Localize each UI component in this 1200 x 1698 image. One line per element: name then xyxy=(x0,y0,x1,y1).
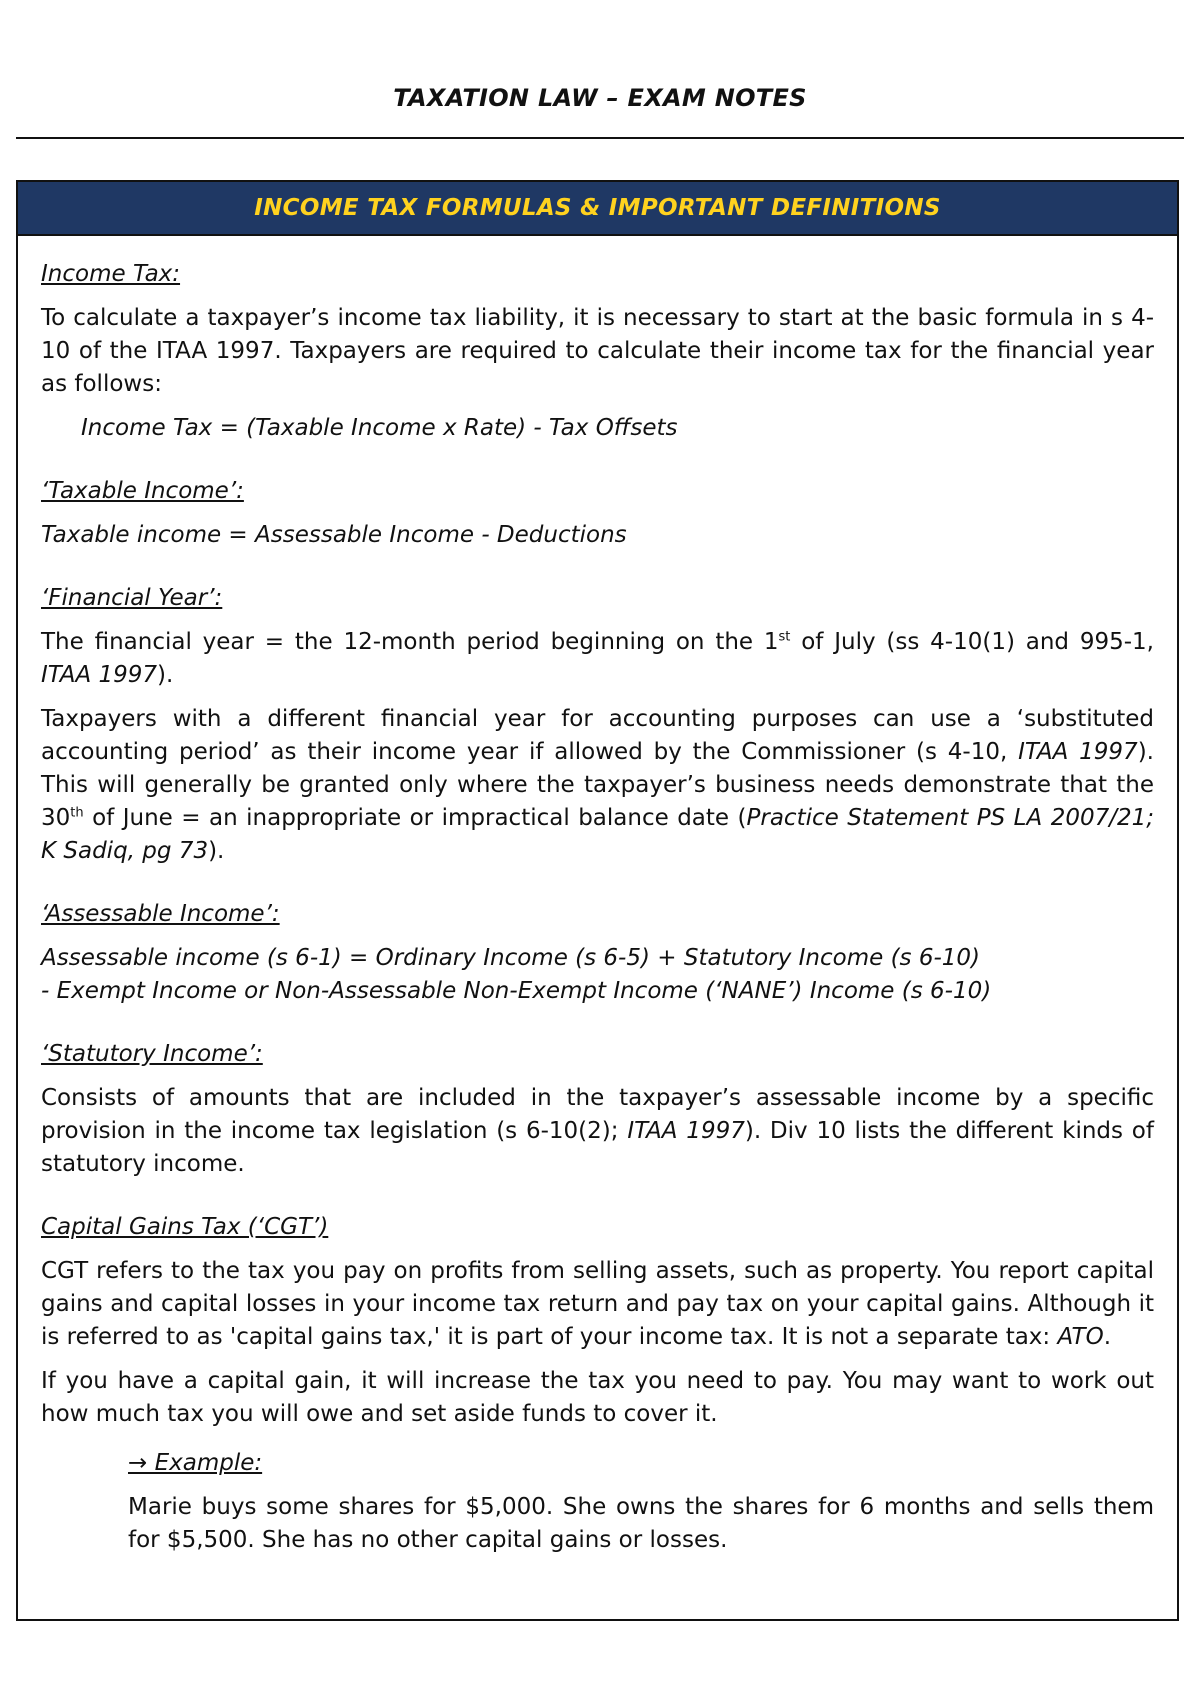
financial-year-paragraph-1: The financial year = the 12-month period beginning on the 1st of July (ss 4-10(1) and 995-1, ITAA 1997). xyxy=(41,629,1154,688)
cgt-heading: Capital Gains Tax (‘CGT’) xyxy=(41,1214,329,1240)
notes-box xyxy=(16,180,1179,1621)
income-tax-paragraph: To calculate a taxpayer’s income tax liability, it is necessary to start at the basic formula in s 4-10 of the ITAA 1997. Taxpayers are required to calculate their income tax for the financial year as follows: xyxy=(41,305,1154,397)
financial-year-paragraph-2: Taxpayers with a different financial year for accounting purposes can use a ‘substituted accounting period’ as their income year if allowed by the Commissioner (s 4-10, ITAA 1997). This will generally be granted only where the taxpayer’s business needs demonstrate that the 30th of June = an inappropriate or impractical balance date (Practice Statement PS LA 2007/21; K Sadiq, pg 73). xyxy=(41,706,1154,864)
financial-year-heading: ‘Financial Year’: xyxy=(41,585,223,611)
statutory-income-paragraph: Consists of amounts that are included in the taxpayer’s assessable income by a specific provision in the income tax legislation (s 6-10(2); ITAA 1997). Div 10 lists the different kinds of statutory income. xyxy=(41,1085,1154,1177)
assessable-income-heading: ‘Assessable Income’: xyxy=(41,901,280,927)
cgt-paragraph-1: CGT refers to the tax you pay on profits from selling assets, such as property. You report capital gains and capital losses in your income tax return and pay tax on your capital gains. Although it is referred to as 'capital gains tax,' it is part of your income tax. It is not a separate tax: ATO. xyxy=(41,1258,1154,1350)
statutory-income-heading: ‘Statutory Income’: xyxy=(41,1041,263,1067)
section-banner: INCOME TAX FORMULAS & IMPORTANT DEFINITIONS xyxy=(18,182,1177,236)
assessable-income-formula-line-2: - Exempt Income or Non-Assessable Non-Exempt Income (‘NANE’) Income (s 6-10) xyxy=(41,978,992,1004)
income-tax-formula: Income Tax = (Taxable Income x Rate) - Tax Offsets xyxy=(81,415,678,441)
assessable-income-formula-line-1: Assessable income (s 6-1) = Ordinary Income (s 6-5) + Statutory Income (s 6-10) xyxy=(41,945,981,971)
income-tax-heading: Income Tax: xyxy=(41,261,181,287)
taxable-income-formula: Taxable income = Assessable Income - Deductions xyxy=(41,522,627,548)
cgt-paragraph-2: If you have a capital gain, it will increase the tax you need to pay. You may want to work out how much tax you will owe and set aside funds to cover it. xyxy=(41,1368,1154,1427)
example-paragraph: Marie buys some shares for $5,000. She owns the shares for 6 months and sells them for $5,500. She has no other capital gains or losses. xyxy=(128,1494,1154,1553)
example-heading: → Example: xyxy=(128,1450,263,1476)
taxable-income-heading: ‘Taxable Income’: xyxy=(41,478,244,504)
example-block xyxy=(41,1447,1154,1557)
document-title: TAXATION LAW – EXAM NOTES xyxy=(393,84,807,112)
header-divider xyxy=(16,137,1184,139)
notes-content xyxy=(18,236,1177,1557)
